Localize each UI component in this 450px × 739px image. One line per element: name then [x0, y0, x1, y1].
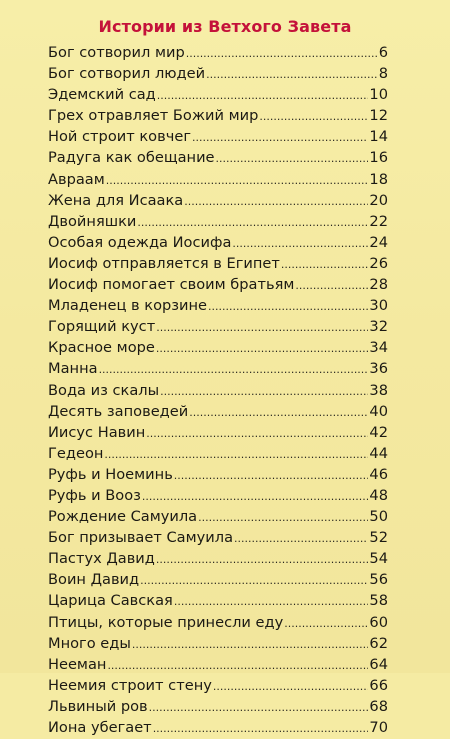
toc-entry-page: 42	[369, 423, 388, 441]
toc-entry	[48, 147, 388, 168]
toc-entry-page: 48	[369, 486, 388, 504]
toc-entry-page: 30	[369, 297, 388, 315]
toc-entry	[48, 506, 388, 527]
toc-entry-title: Неемия строит стену	[48, 676, 212, 694]
toc-entry	[48, 169, 388, 190]
dot-leader	[284, 613, 368, 634]
dot-leader	[216, 148, 369, 169]
toc-entry-title: Иосиф отправляется в Египет	[48, 254, 280, 272]
toc-entry-title: Нееман	[48, 655, 107, 673]
dot-leader	[208, 296, 368, 317]
toc-entry-title: Десять заповедей	[48, 402, 189, 420]
toc-entry-page: 40	[369, 402, 388, 420]
toc-entry-page: 60	[369, 613, 388, 631]
toc-entry	[48, 84, 388, 105]
toc-entry	[48, 63, 388, 84]
toc-entry-page: 10	[369, 86, 388, 104]
toc-entry-page: 32	[369, 318, 388, 336]
dot-leader	[106, 170, 369, 191]
toc-entry-page: 6	[378, 44, 388, 61]
toc-entry-page: 54	[369, 550, 388, 568]
toc-entry-page: 14	[369, 128, 388, 146]
dot-leader	[132, 634, 369, 655]
toc-entry-title: Иисус Навин	[48, 423, 146, 441]
toc-entry-page: 12	[369, 107, 388, 125]
toc-entry-title: Ной строит ковчег	[48, 128, 191, 146]
toc-entry-page: 24	[369, 233, 388, 251]
dot-leader	[157, 85, 369, 106]
dot-leader	[99, 359, 369, 380]
toc-entry-title: Иосиф помогает своим братьям	[48, 276, 295, 294]
toc-entry	[48, 612, 388, 633]
dot-leader	[206, 64, 378, 85]
toc-entry-page: 8	[378, 65, 388, 83]
toc-entry-page: 62	[369, 634, 388, 652]
dot-leader	[160, 381, 368, 402]
dot-leader	[174, 591, 369, 612]
dot-leader	[281, 254, 369, 275]
toc-entry-title: Пастух Давид	[48, 550, 155, 568]
toc-entry	[48, 253, 388, 274]
toc-entry	[48, 316, 388, 337]
toc-entry-title: Воин Давид	[48, 571, 140, 589]
dot-leader	[156, 317, 368, 338]
toc-entry-page: 52	[369, 529, 388, 547]
toc-entry	[48, 527, 388, 548]
toc-entry-title: Жена для Исаака	[48, 191, 184, 209]
toc-entry-page: 18	[369, 170, 388, 188]
dot-leader	[149, 697, 369, 718]
toc-entry	[48, 485, 388, 506]
toc-entry-title: Эдемский сад	[48, 86, 156, 104]
dot-leader	[153, 718, 369, 739]
toc-entry-page: 20	[369, 191, 388, 209]
toc-entry-title: Горящий куст	[48, 318, 156, 336]
toc-entry	[48, 443, 388, 464]
toc-entry-title: Руфь и Ноеминь	[48, 465, 173, 483]
dot-leader	[104, 444, 368, 465]
toc-entry	[48, 633, 388, 654]
toc-entry-page: 36	[369, 360, 388, 378]
toc-entry-title: Львиный ров	[48, 697, 148, 715]
toc-entry-page: 56	[369, 571, 388, 589]
toc-entry-title: Птицы, которые принесли еду	[48, 613, 284, 631]
toc-entry-title: Манна	[48, 360, 98, 378]
dot-leader	[156, 338, 369, 359]
toc-entry-page: 38	[369, 381, 388, 399]
toc-entry-title: Особая одежда Иосифа	[48, 233, 232, 251]
toc-entry	[48, 464, 388, 485]
dot-leader	[186, 43, 378, 64]
toc-entry-page: 44	[369, 444, 388, 462]
table-of-contents	[48, 42, 388, 738]
dot-leader	[198, 507, 368, 528]
toc-entry	[48, 569, 388, 590]
dot-leader	[232, 233, 368, 254]
toc-entry	[48, 590, 388, 611]
dot-leader	[189, 402, 368, 423]
toc-entry	[48, 105, 388, 126]
toc-entry	[48, 675, 388, 696]
dot-leader	[156, 549, 369, 570]
toc-entry-page: 70	[369, 719, 388, 736]
toc-entry-page: 58	[369, 592, 388, 610]
toc-entry-title: Авраам	[48, 170, 105, 188]
toc-entry	[48, 696, 388, 717]
toc-entry	[48, 422, 388, 443]
toc-entry	[48, 358, 388, 379]
toc-entry-page: 34	[369, 339, 388, 357]
dot-leader	[174, 465, 369, 486]
toc-entry-page: 50	[369, 508, 388, 526]
toc-entry-title: Много еды	[48, 634, 131, 652]
toc-entry	[48, 654, 388, 675]
toc-entry	[48, 190, 388, 211]
toc-entry-title: Двойняшки	[48, 212, 137, 230]
dot-leader	[234, 528, 368, 549]
toc-entry-page: 26	[369, 254, 388, 272]
page-title: Истории из Ветхого Завета	[98, 17, 352, 36]
toc-entry-title: Рождение Самуила	[48, 508, 198, 526]
toc-entry	[48, 274, 388, 295]
toc-entry-title: Красное море	[48, 339, 155, 357]
toc-entry	[48, 717, 388, 738]
dot-leader	[192, 127, 368, 148]
toc-entry-title: Бог призывает Самуила	[48, 529, 234, 547]
toc-entry	[48, 337, 388, 358]
toc-entry-title: Вода из скалы	[48, 381, 160, 399]
toc-entry	[48, 211, 388, 232]
toc-entry-page: 66	[369, 676, 388, 694]
dot-leader	[137, 212, 368, 233]
dot-leader	[295, 275, 368, 296]
dot-leader	[146, 423, 368, 444]
dot-leader	[259, 106, 368, 127]
toc-entry-title: Бог сотворил мир	[48, 44, 185, 61]
toc-entry	[48, 401, 388, 422]
dot-leader	[142, 486, 369, 507]
toc-entry-page: 28	[369, 276, 388, 294]
toc-entry-page: 22	[369, 212, 388, 230]
toc-entry-title: Младенец в корзине	[48, 297, 208, 315]
toc-entry-title: Радуга как обещание	[48, 149, 215, 167]
dot-leader	[184, 191, 368, 212]
toc-entry-title: Руфь и Вооз	[48, 486, 141, 504]
toc-entry	[48, 295, 388, 316]
toc-entry-title: Грех отравляет Божий мир	[48, 107, 259, 125]
toc-entry	[48, 126, 388, 147]
toc-entry	[48, 42, 388, 63]
toc-entry-page: 64	[369, 655, 388, 673]
toc-entry-page: 16	[369, 149, 388, 167]
toc-entry	[48, 380, 388, 401]
toc-entry	[48, 232, 388, 253]
toc-entry-title: Бог сотворил людей	[48, 65, 206, 83]
toc-entry-page: 46	[369, 465, 388, 483]
toc-entry	[48, 548, 388, 569]
toc-entry-title: Иона убегает	[48, 719, 152, 736]
dot-leader	[140, 570, 368, 591]
dot-leader	[213, 676, 369, 697]
toc-entry-page: 68	[369, 697, 388, 715]
toc-entry-title: Гедеон	[48, 444, 104, 462]
toc-entry-title: Царица Савская	[48, 592, 173, 610]
